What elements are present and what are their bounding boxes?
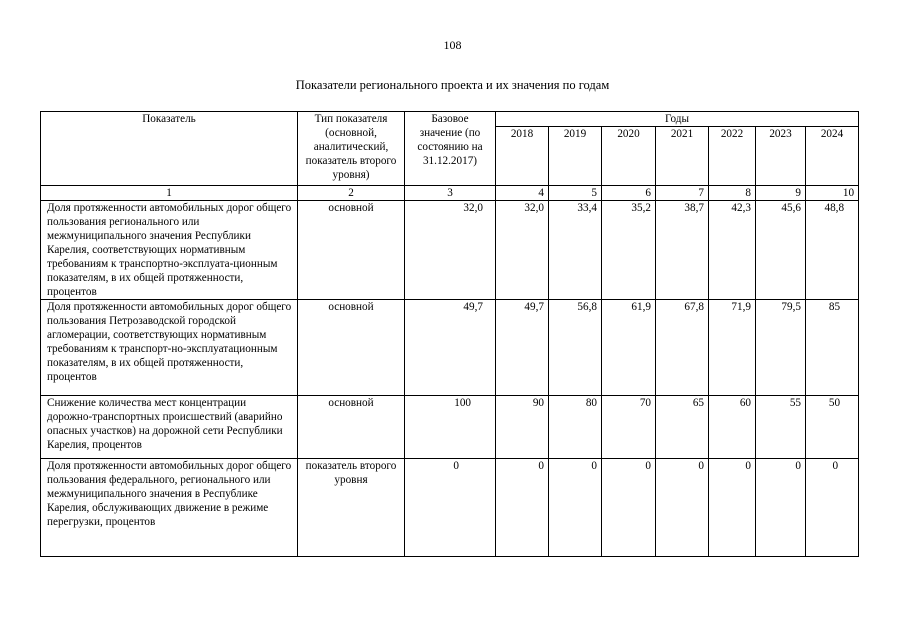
year-value: 45,6 — [756, 201, 806, 300]
base-value: 0 — [405, 459, 496, 557]
indicator-type: основной — [298, 300, 405, 396]
base-value: 49,7 — [405, 300, 496, 396]
year-value: 0 — [549, 459, 602, 557]
base-value: 100 — [405, 396, 496, 459]
header-year: 2018 — [496, 127, 549, 186]
column-number-row — [41, 186, 859, 201]
header-year: 2023 — [756, 127, 806, 186]
year-value: 50 — [806, 396, 859, 459]
header-year: 2021 — [656, 127, 709, 186]
base-value: 32,0 — [405, 201, 496, 300]
table-row — [41, 459, 859, 557]
year-value: 0 — [496, 459, 549, 557]
year-value: 0 — [602, 459, 656, 557]
year-value: 80 — [549, 396, 602, 459]
year-value: 38,7 — [656, 201, 709, 300]
header-year: 2019 — [549, 127, 602, 186]
year-value: 71,9 — [709, 300, 756, 396]
indicator-name: Доля протяженности автомобильных дорог общего пользования регионального или межмуниципального значения Республики Карелия, соответствующих нормативным требованиям к транспортно-эксплуата-ционным показателям, в их общей протяженности, процентов — [41, 201, 298, 300]
column-number: 5 — [549, 186, 602, 201]
year-value: 35,2 — [602, 201, 656, 300]
header-base: Базовое значение (по состоянию на 31.12.2017) — [405, 112, 496, 186]
header-row — [41, 112, 859, 127]
year-value: 0 — [656, 459, 709, 557]
column-number: 4 — [496, 186, 549, 201]
year-value: 48,8 — [806, 201, 859, 300]
year-value: 32,0 — [496, 201, 549, 300]
column-number: 10 — [806, 186, 859, 201]
year-value: 0 — [709, 459, 756, 557]
header-type: Тип показателя (основной, аналитический, показатель второго уровня) — [298, 112, 405, 186]
indicator-name: Доля протяженности автомобильных дорог общего пользования федерального, регионального или межмуниципального значения в Республике Карелия, обслуживающих движение в режиме перегрузки, процентов — [41, 459, 298, 557]
table-row — [41, 201, 859, 300]
year-value: 61,9 — [602, 300, 656, 396]
table-row — [41, 300, 859, 396]
header-year: 2022 — [709, 127, 756, 186]
table-row — [41, 396, 859, 459]
year-value: 67,8 — [656, 300, 709, 396]
year-value: 90 — [496, 396, 549, 459]
column-number: 3 — [405, 186, 496, 201]
header-year: 2024 — [806, 127, 859, 186]
column-number: 7 — [656, 186, 709, 201]
indicator-type: основной — [298, 201, 405, 300]
year-value: 0 — [806, 459, 859, 557]
header-year: 2020 — [602, 127, 656, 186]
year-value: 85 — [806, 300, 859, 396]
column-number: 8 — [709, 186, 756, 201]
indicator-type: показатель второго уровня — [298, 459, 405, 557]
year-value: 49,7 — [496, 300, 549, 396]
indicator-type: основной — [298, 396, 405, 459]
indicator-name: Доля протяженности автомобильных дорог общего пользования Петрозаводской городской агломерации, соответствующих нормативным требованиям к транспорт-но-эксплуатационным показателям, в их общей протяженности, процентов — [41, 300, 298, 396]
table-title: Показатели регионального проекта и их значения по годам — [295, 78, 610, 92]
year-value: 42,3 — [709, 201, 756, 300]
year-value: 56,8 — [549, 300, 602, 396]
year-value: 79,5 — [756, 300, 806, 396]
column-number: 1 — [41, 186, 298, 201]
column-number: 2 — [298, 186, 405, 201]
year-value: 55 — [756, 396, 806, 459]
year-value: 65 — [656, 396, 709, 459]
year-value: 60 — [709, 396, 756, 459]
page-number: 108 — [443, 38, 462, 52]
year-value: 0 — [756, 459, 806, 557]
indicator-name: Снижение количества мест концентрации дорожно-транспортных происшествий (аварийно опасных участков) на дорожной сети Республики Карелия, процентов — [41, 396, 298, 459]
indicators-table — [40, 111, 859, 557]
column-number: 9 — [756, 186, 806, 201]
year-value: 70 — [602, 396, 656, 459]
year-value: 33,4 — [549, 201, 602, 300]
header-indicator: Показатель — [41, 112, 298, 186]
column-number: 6 — [602, 186, 656, 201]
header-years-group: Годы — [496, 112, 859, 127]
